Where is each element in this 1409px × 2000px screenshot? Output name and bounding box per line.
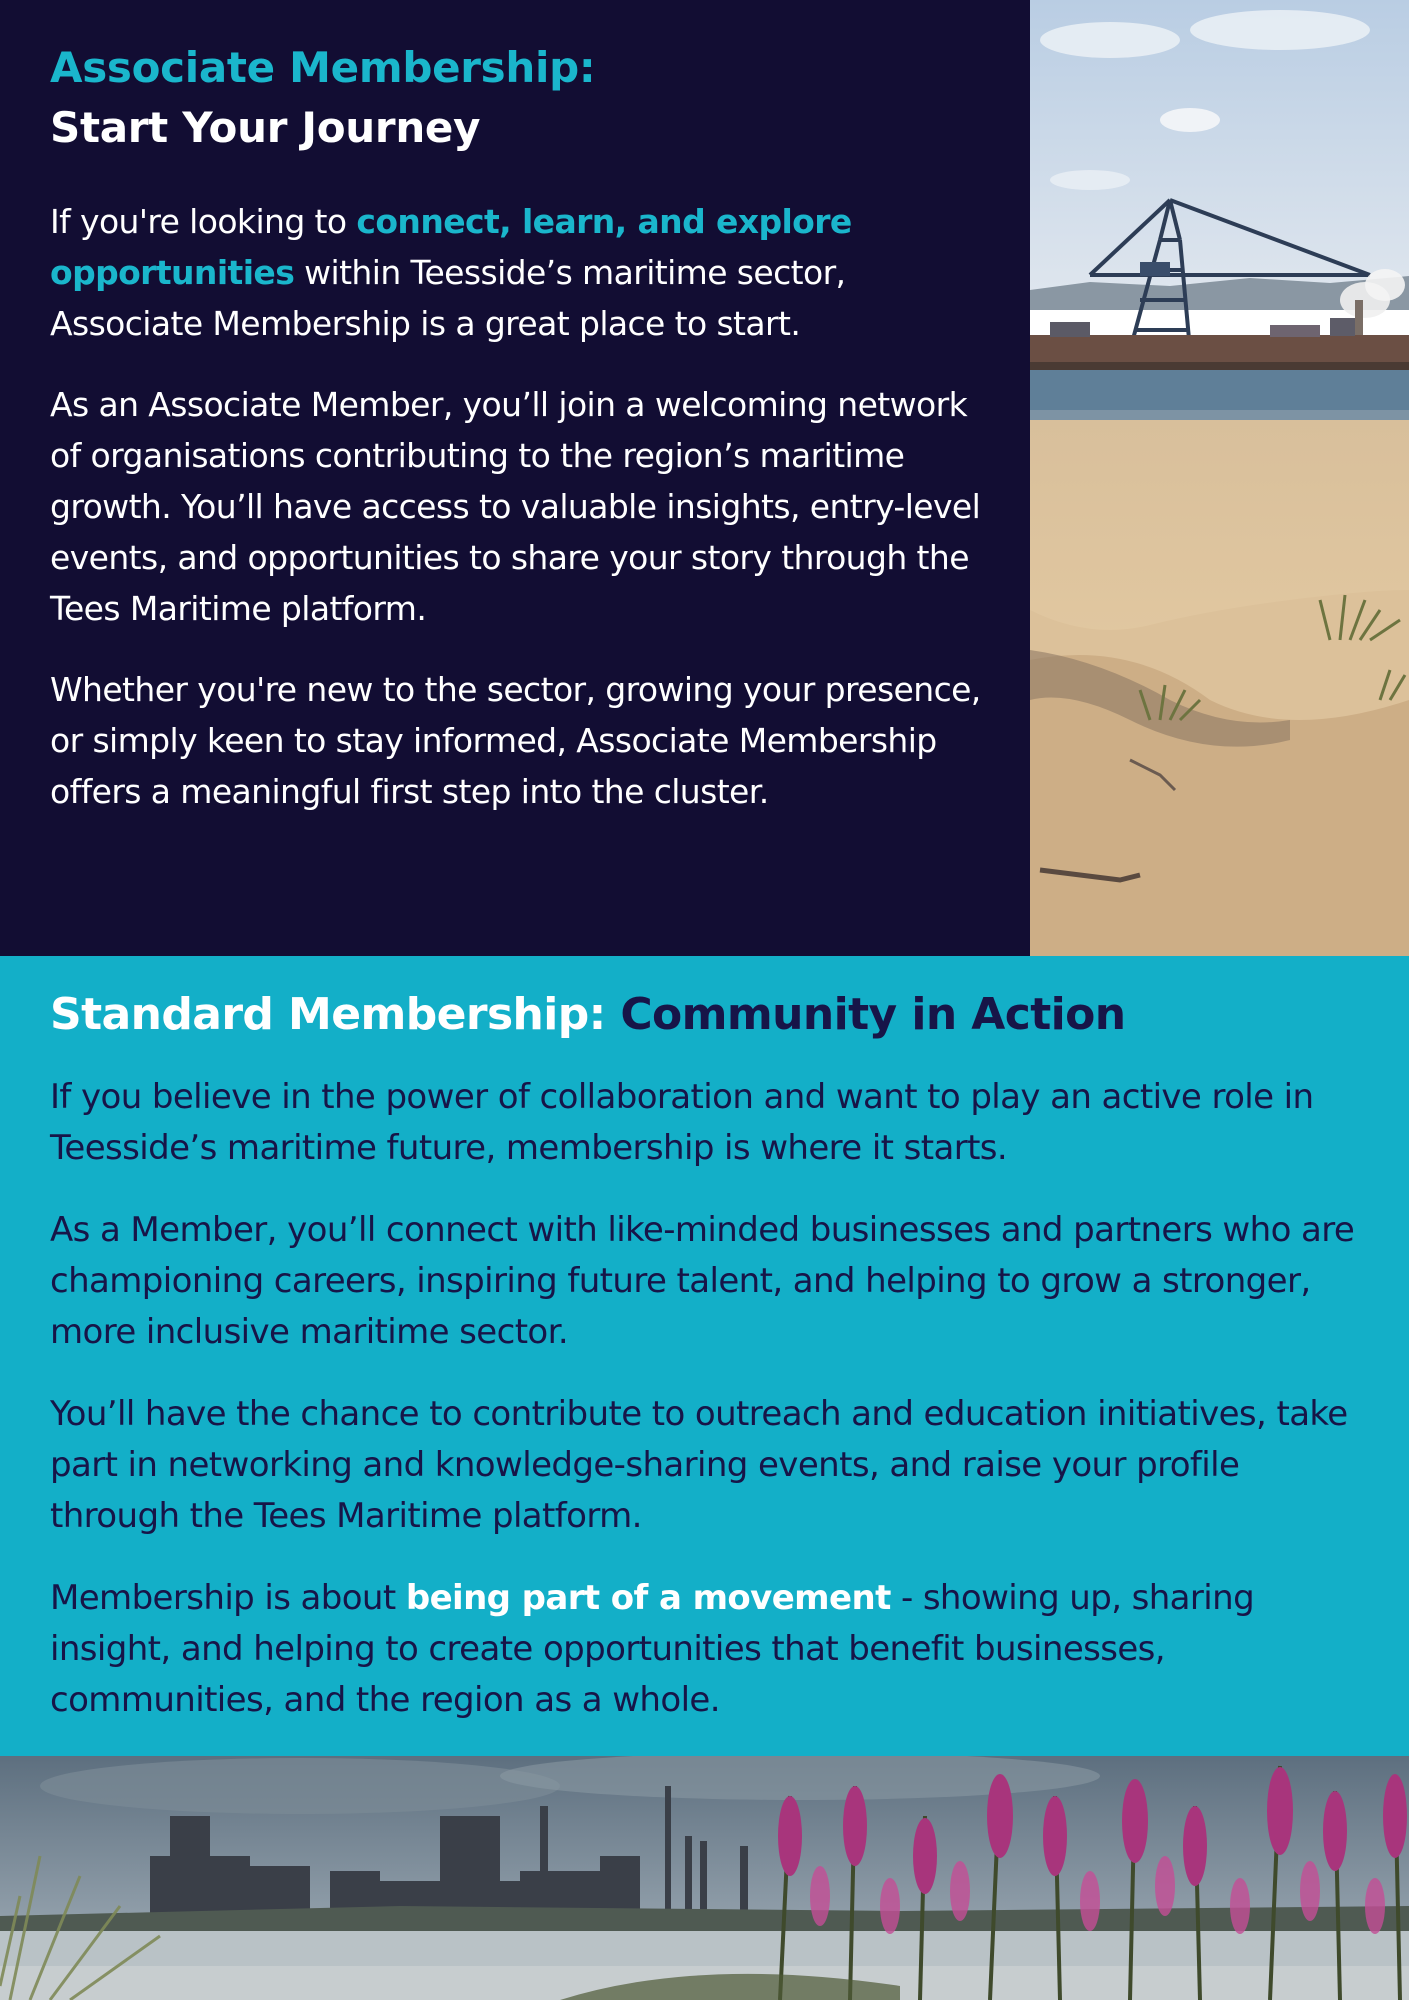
industrial-skyline-photo (0, 1756, 1409, 2000)
standard-paragraph-3: You’ll have the chance to contribute to outreach and education initiatives, take part in networking and knowledge-sharing events, and raise your profile through the Tees Maritime platform. (50, 1394, 1348, 1536)
associate-paragraph-2: As an Associate Member, you’ll join a welcoming network of organisations contributing to the region’s maritime growth. You’ll have access to valuable insights, entry-level events, and opportunities to share your story through the Tees Maritime platform. (50, 385, 981, 628)
associate-p1-after: within Teesside’s maritime sector, Associate Membership is a great place to start. (50, 253, 846, 343)
standard-paragraph-1: If you believe in the power of collaboration and want to play an active role in Teesside’s maritime future, membership is where it starts. (50, 1077, 1314, 1168)
industrial-skyline-illustration (0, 1756, 1409, 2000)
standard-heading (50, 982, 1369, 1048)
associate-p1-before: If you're looking to (50, 202, 357, 241)
associate-heading (50, 38, 990, 158)
standard-heading-white: Standard Membership: (50, 989, 606, 1040)
associate-heading-accent: Associate Membership: (50, 43, 596, 92)
standard-membership-section (0, 956, 1409, 1756)
standard-heading-navy: Community in Action (620, 989, 1126, 1040)
associate-membership-section (0, 0, 1030, 956)
standard-paragraph-4 (50, 1573, 1369, 1726)
standard-paragraph-2: As a Member, you’ll connect with like-minded businesses and partners who are championing careers, inspiring future talent, and helping to grow a stronger, more inclusive maritime sector. (50, 1210, 1355, 1352)
associate-paragraph-1 (50, 196, 990, 349)
beach-port-illustration (1030, 0, 1409, 956)
beach-port-photo (1030, 0, 1409, 956)
associate-paragraph-3: Whether you're new to the sector, growing your presence, or simply keen to stay informed, Associate Membership offers a meaningful first step into the cluster. (50, 670, 981, 811)
associate-p1-highlight: connect, learn, and explore opportunities (50, 202, 852, 292)
standard-p4-after: - showing up, sharing insight, and helping to create opportunities that benefit businesses, communities, and the region as a whole. (50, 1578, 1255, 1720)
associate-heading-main: Start Your Journey (50, 103, 481, 152)
standard-p4-highlight: being part of a movement (405, 1578, 891, 1618)
standard-p4-before: Membership is about (50, 1578, 406, 1618)
